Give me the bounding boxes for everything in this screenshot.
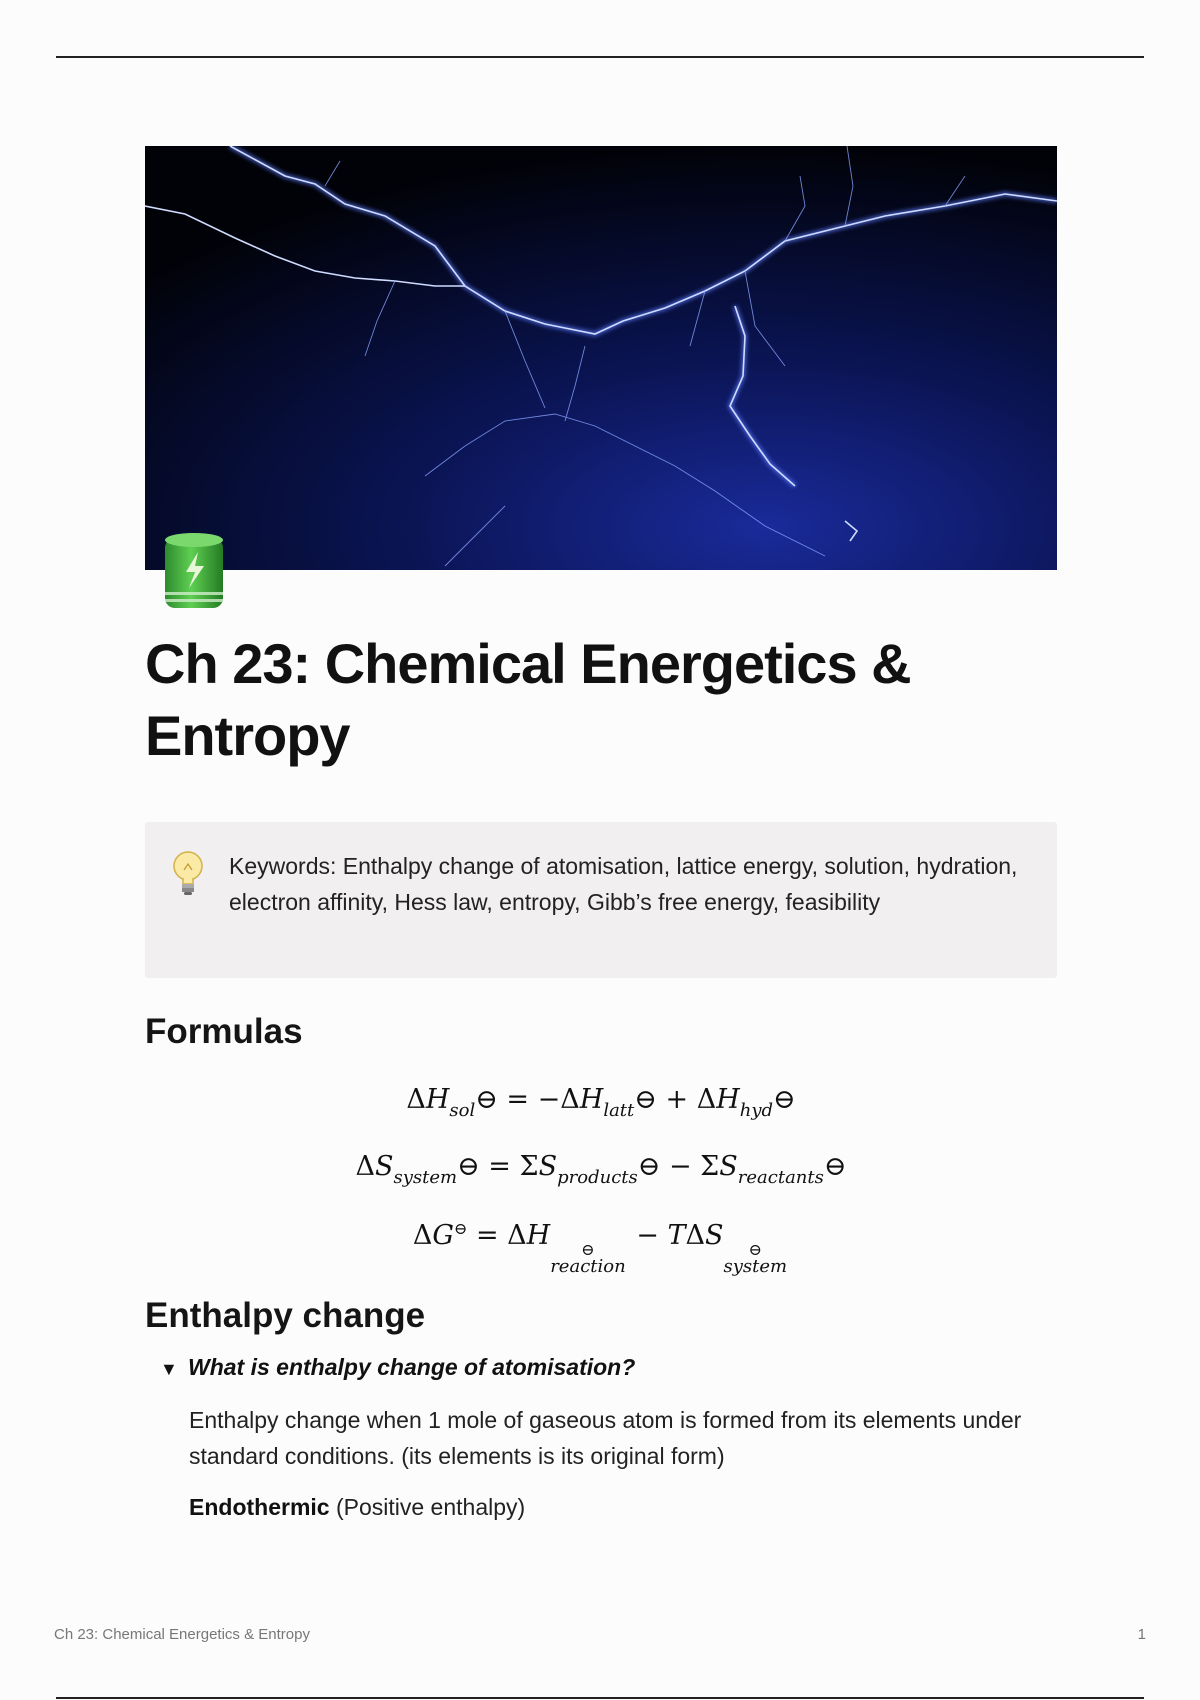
eq1-std-2: ⊖ (634, 1084, 657, 1115)
eq2-sub-reactants: reactants (737, 1167, 824, 1188)
toggle-atomisation[interactable] (160, 1354, 635, 1381)
heading-enthalpy-change: Enthalpy change (145, 1296, 426, 1335)
eq3-std-2: ⊖ (581, 1240, 595, 1259)
equation-gibbs: ΔG⊖ = ΔH ⊖ reaction − TΔS ⊖ system (412, 1219, 788, 1277)
eq3-sub-system: system (723, 1256, 788, 1277)
lightbulb-icon (171, 850, 205, 898)
callout-text: Keywords: Enthalpy change of atomisation, lattice energy, solution, hydration, electron affinity, Hess law, entropy, Gibb’s free energy, feasibility (229, 853, 1018, 915)
equation-entropy-system: $\Delta S_{system}⊖$ = $\Sigma S_{products}⊖$ − $\Sigma S_{reactants}⊖$ (355, 1151, 847, 1188)
endothermic-label: Endothermic (189, 1494, 330, 1520)
footer-title: Ch 23: Chemical Energetics & Entropy (54, 1626, 310, 1643)
keywords-callout (145, 822, 1057, 978)
eq1-std-3: ⊖ (773, 1084, 796, 1115)
top-rule (56, 56, 1144, 58)
eq1-sub-hyd: hyd (739, 1100, 774, 1121)
eq2-std-3: ⊖ (823, 1151, 847, 1182)
eq2-std-1: ⊖ (457, 1151, 480, 1182)
battery-icon (162, 528, 226, 614)
page-title: Ch 23: Chemical Energetics & Entropy (145, 632, 911, 767)
bottom-rule (56, 1697, 1144, 1699)
eq2-std-2: ⊖ (637, 1151, 661, 1182)
endothermic-note (189, 1489, 1069, 1525)
equation-solution-enthalpy: $\Delta H_{sol}⊖$ = $-\Delta H_{latt}⊖$ + $\Delta H_{hyd}⊖$ (406, 1084, 796, 1121)
eq2-sub-products: products (557, 1167, 638, 1188)
eq3-sub-reaction: reaction (550, 1256, 626, 1277)
endothermic-detail: (Positive enthalpy) (329, 1494, 526, 1520)
cover-image (145, 146, 1057, 570)
eq2-sub-system: system (393, 1167, 458, 1188)
toggle-label: What is enthalpy change of atomisation? (188, 1354, 636, 1380)
eq1-sub-sol: sol (449, 1100, 476, 1121)
atomisation-definition: Enthalpy change when 1 mole of gaseous atom is formed from its elements under standard conditions. (its elements is its original form) (189, 1407, 1022, 1469)
eq1-sub-latt: latt (603, 1100, 635, 1121)
footer-page-number: 1 (1137, 1626, 1146, 1643)
eq3-std-3: ⊖ (748, 1240, 763, 1259)
eq3-std-1: ⊖ (453, 1219, 468, 1238)
triangle-down-icon[interactable]: ▼ (160, 1359, 178, 1379)
heading-formulas: Formulas (145, 1012, 303, 1051)
eq1-std-1: ⊖ (475, 1084, 498, 1115)
